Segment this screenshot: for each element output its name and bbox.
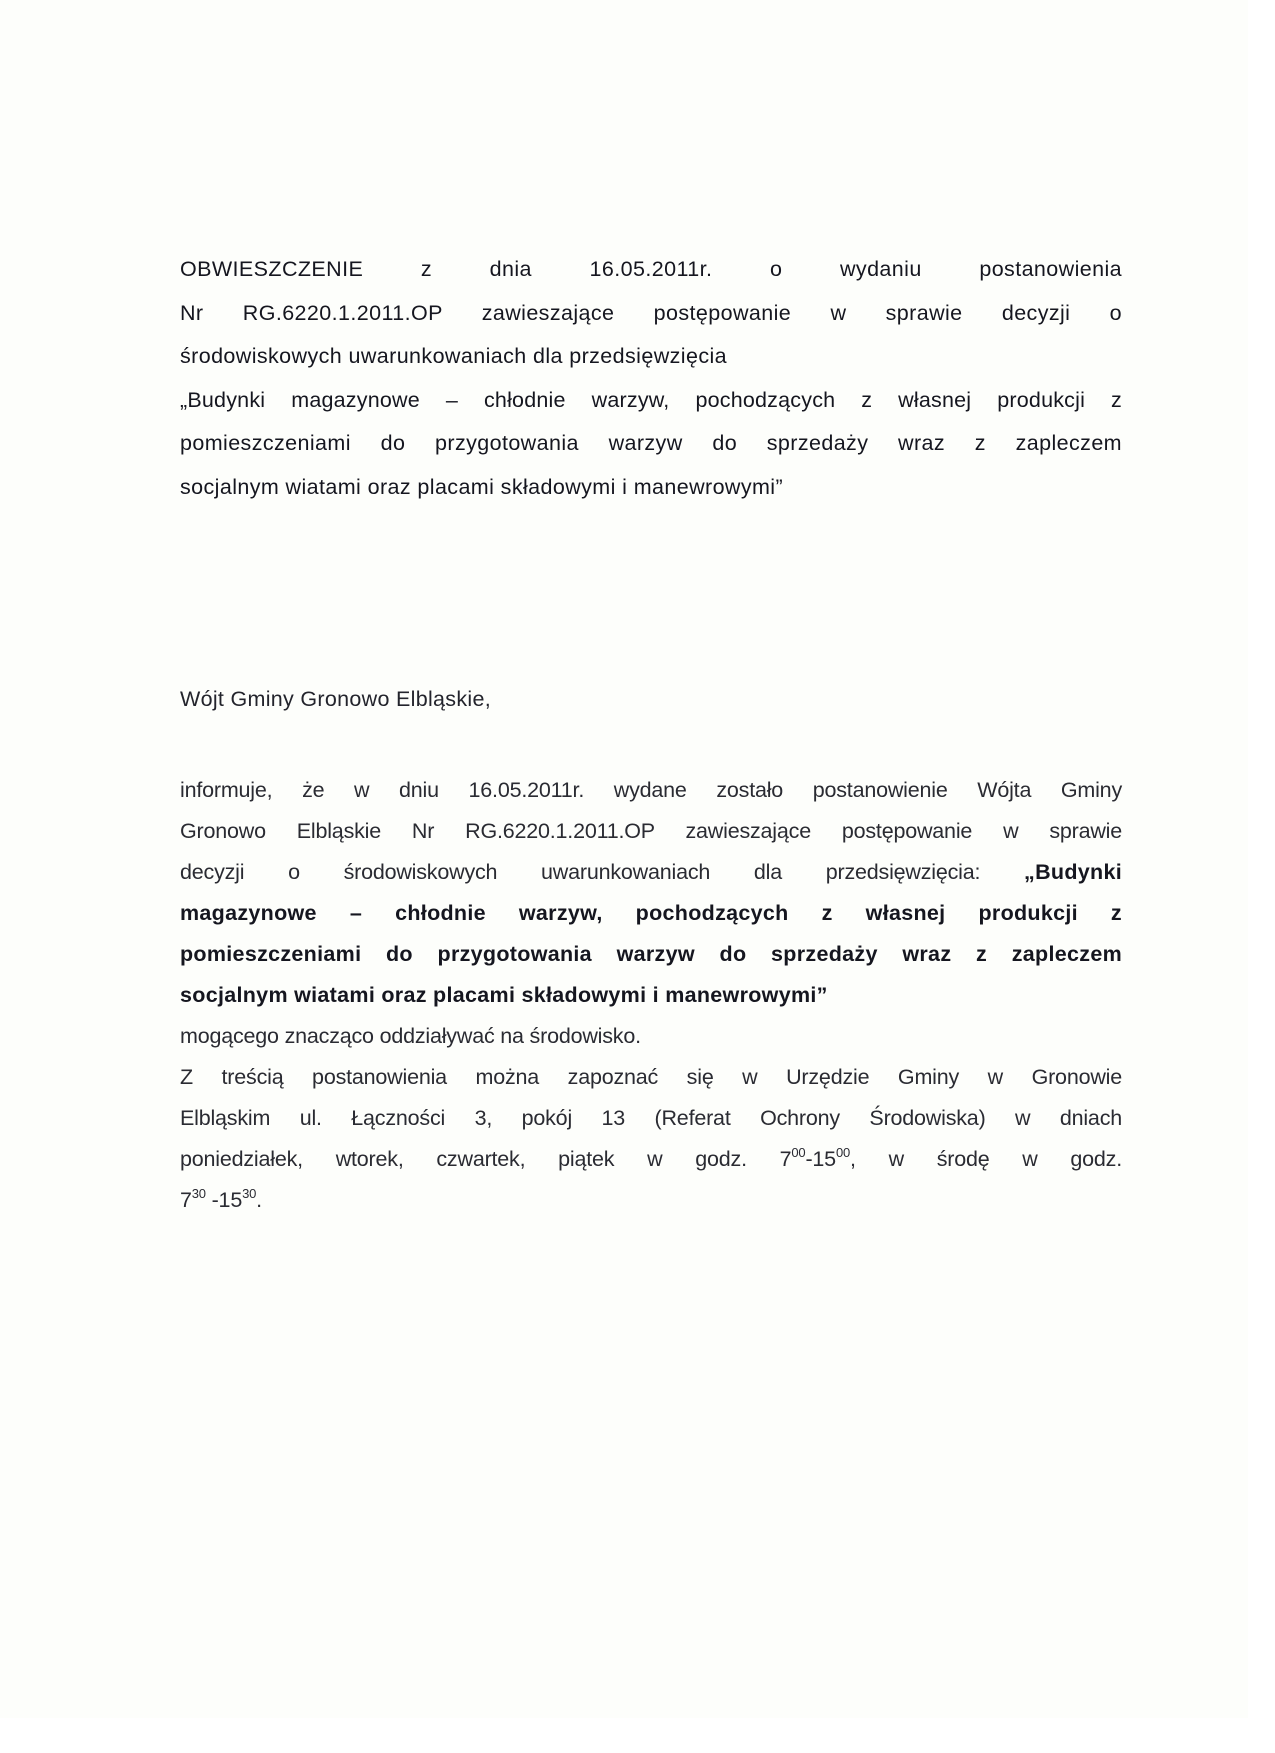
project-name-line: socjalnym wiatami oraz placami składowymi i manewrowymi” [180,983,828,1007]
header-line: socjalnym wiatami oraz placami składowymi i manewrowymi” [180,474,784,499]
project-name-line: pomieszczeniami do przygotowania warzyw do sprzedaży wraz z zapleczem [180,942,1122,966]
body-line: informuje, że w dniu 16.05.2011r. wydane zostało postanowienie Wójta Gminy [180,778,1122,802]
hours-text: , w środę w godz. [850,1147,1122,1171]
body-line: Gronowo Elbląskie Nr RG.6220.1.2011.OP zawieszające postępowanie w sprawie [180,819,1122,843]
hours-sup: 30 [191,1186,206,1201]
hours-text: . [256,1188,262,1212]
body-line: Z treścią postanowienia można zapoznać się w Urzędzie Gminy w Gronowie [180,1065,1122,1089]
hours-text: -15 [805,1147,836,1171]
body-text: decyzji o środowiskowych uwarunkowaniach dla przedsięwzięcia: [180,860,981,884]
hours-sup: 00 [791,1145,806,1160]
office-hours-line [180,1139,1122,1180]
wednesday-hours-line [180,1180,1122,1221]
sender-line: Wójt Gminy Gronowo Elbląskie, [180,687,491,711]
hours-text: 7 [180,1188,192,1212]
body-line: Elbląskim ul. Łączności 3, pokój 13 (Referat Ochrony Środowiska) w dniach [180,1106,1122,1130]
header-line: „Budynki magazynowe – chłodnie warzyw, pochodzących z własnej produkcji z [180,387,1122,412]
hours-sup: 00 [835,1145,851,1160]
hours-text: poniedziałek, wtorek, czwartek, piątek w godz. 7 [180,1147,792,1171]
hours-sup: 30 [242,1186,257,1201]
project-name-line: magazynowe – chłodnie warzyw, pochodzących z własnej produkcji z [180,901,1122,925]
project-name-start: „Budynki [1024,860,1122,884]
body-line [180,852,1122,893]
body-line: mogącego znacząco oddziaływać na środowisko. [180,1024,641,1048]
announcement-header [180,248,1122,509]
announcement-body [180,770,1122,1221]
header-line: OBWIESZCZENIE z dnia 16.05.2011r. o wydaniu postanowienia [180,257,1122,281]
hours-text: -15 [205,1188,243,1212]
header-line: pomieszczeniami do przygotowania warzyw do sprzedaży wraz z zapleczem [180,431,1122,455]
header-line: środowiskowych uwarunkowaniach dla przedsięwzięcia [180,344,728,368]
header-line: Nr RG.6220.1.2011.OP zawieszające postępowanie w sprawie decyzji o [180,300,1122,325]
